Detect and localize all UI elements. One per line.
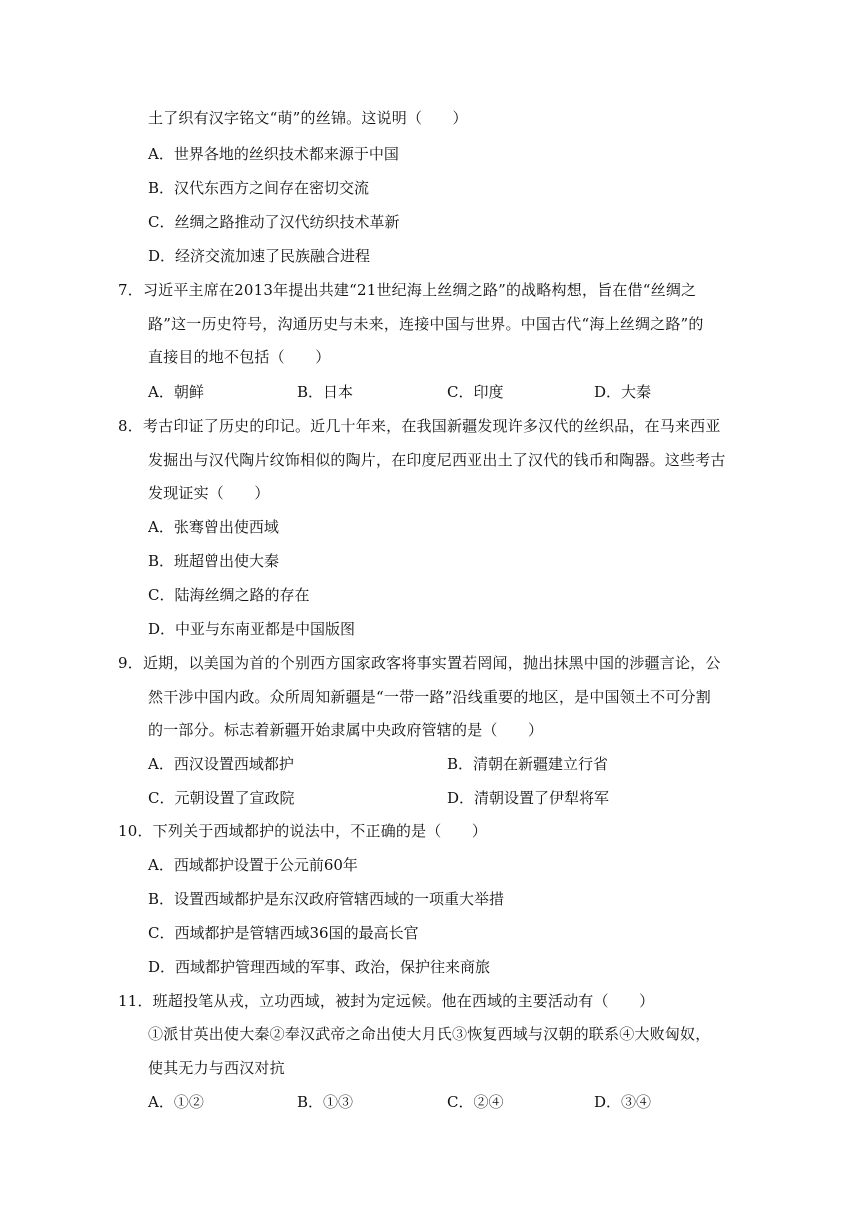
- q7-stem-line-3: 直接目的地不包括（ ）: [148, 348, 331, 366]
- q9-option-b: B．清朝在新疆建立行省: [447, 755, 609, 773]
- q7-stem-line-2: 路”这一历史符号，沟通历史与未来，连接中国与世界。中国古代“海上丝绸之路”的: [148, 315, 704, 333]
- q11-option-a: A．①②: [148, 1093, 204, 1111]
- q8-option-c: C．陆海丝绸之路的存在: [148, 586, 310, 604]
- q7-option-b: B．日本: [297, 383, 354, 401]
- q9-option-c: C．元朝设置了宣政院: [148, 789, 295, 807]
- q8-option-a: A．张骞曾出使西域: [148, 518, 279, 536]
- q10-option-d: D．西域都护管理西域的军事、政治，保护往来商旅: [148, 958, 491, 976]
- q11-option-b: B．①③: [297, 1093, 354, 1111]
- q6-stem-tail: 土了织有汉字铭文“萌”的丝锦。这说明（ ）: [148, 109, 468, 127]
- q6-option-c: C．丝绸之路推动了汉代纺织技术革新: [148, 213, 400, 231]
- q11-stem-line-1: 11．班超投笔从戎，立功西域，被封为定远候。他在西域的主要活动有（ ）: [118, 992, 655, 1010]
- q10-option-c: C．西域都护是管辖西域36国的最高长官: [148, 924, 419, 942]
- q6-option-b: B．汉代东西方之间存在密切交流: [148, 179, 370, 197]
- q10-option-a: A．西域都护设置于公元前60年: [148, 856, 358, 874]
- q7-option-c: C．印度: [447, 383, 504, 401]
- q11-stem-line-2: ①派甘英出使大秦②奉汉武帝之命出使大月氏③恢复西域与汉朝的联系④大败匈奴，: [148, 1025, 711, 1043]
- q8-option-b: B．班超曾出使大秦: [148, 552, 280, 570]
- q11-option-c: C．②④: [447, 1093, 504, 1111]
- q7-option-a: A．朝鲜: [148, 383, 204, 401]
- q7-option-d: D．大秦: [594, 383, 652, 401]
- q8-stem-line-3: 发现证实（ ）: [148, 484, 270, 502]
- q8-stem-line-1: 8．考古印证了历史的印记。近几十年来，在我国新疆发现许多汉代的丝织品，在马来西亚: [118, 417, 721, 435]
- q8-stem-line-2: 发掘出与汉代陶片纹饰相似的陶片，在印度尼西亚出土了汉代的钱币和陶器。这些考古: [148, 451, 726, 469]
- q7-stem-line-1: 7．习近平主席在2013年提出共建“21世纪海上丝绸之路”的战略构想，旨在借“丝绸之: [118, 281, 697, 299]
- q9-stem-line-1: 9．近期，以美国为首的个别西方国家政客将事实置若罔闻，抛出抹黑中国的涉疆言论，公: [118, 654, 721, 672]
- q6-option-a: A．世界各地的丝织技术都来源于中国: [148, 145, 399, 163]
- q9-option-d: D．清朝设置了伊犁将军: [447, 789, 610, 807]
- q9-option-a: A．西汉设置西域都护: [148, 755, 294, 773]
- q10-option-b: B．设置西域都护是东汉政府管辖西域的一项重大举措: [148, 890, 505, 908]
- q11-option-d: D．③④: [594, 1093, 652, 1111]
- q6-option-d: D．经济交流加速了民族融合进程: [148, 247, 371, 265]
- q8-option-d: D．中亚与东南亚都是中国版图: [148, 620, 356, 638]
- q11-stem-line-3: 使其无力与西汉对抗: [148, 1059, 285, 1077]
- q9-stem-line-2: 然干涉中国内政。众所周知新疆是“一带一路”沿线重要的地区，是中国领土不可分割: [148, 688, 711, 706]
- q10-stem-line-1: 10．下列关于西域都护的说法中，不正确的是（ ）: [118, 822, 488, 840]
- q9-stem-line-3: 的一部分。标志着新疆开始隶属中央政府管辖的是（ ）: [148, 721, 544, 739]
